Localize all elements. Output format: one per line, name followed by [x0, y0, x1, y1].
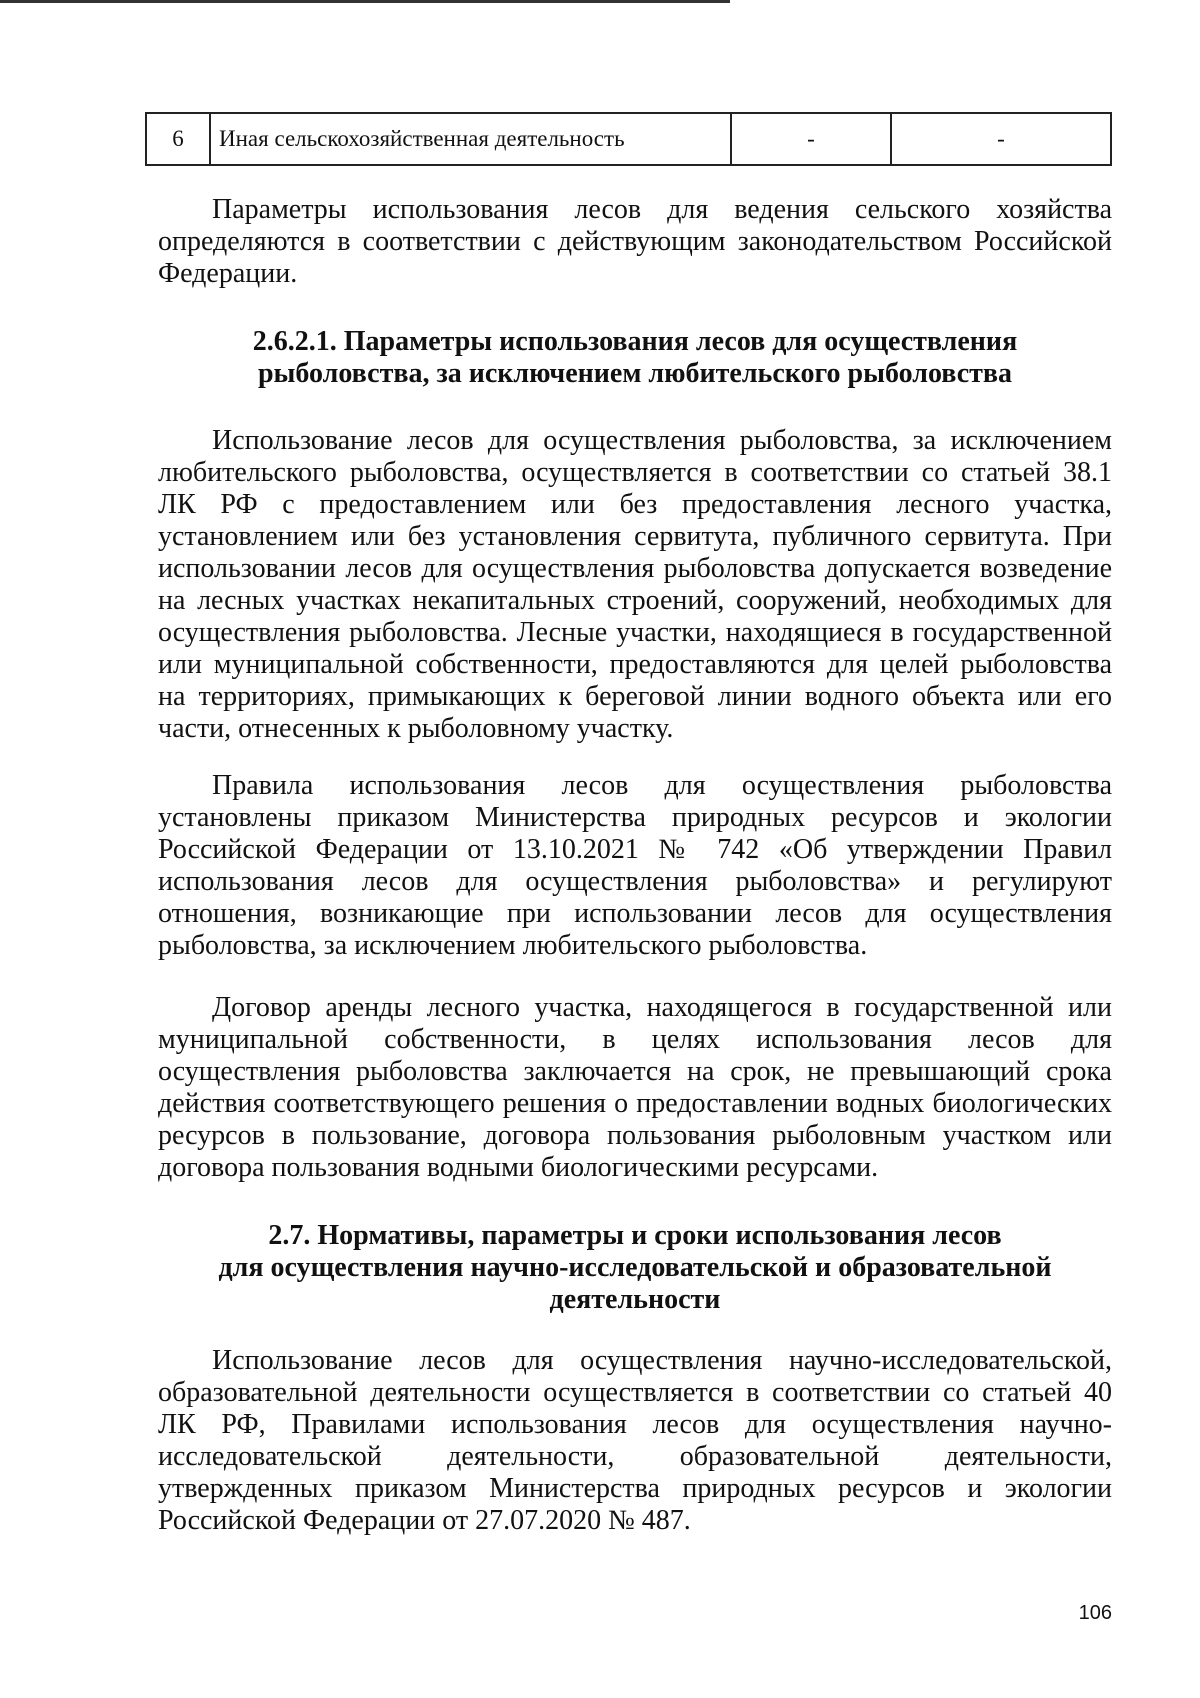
section-heading-2-7 [158, 1220, 1112, 1316]
table-row [146, 113, 1111, 165]
value-cell-2: - [891, 113, 1111, 165]
value-cell-1: - [731, 113, 891, 165]
page-number: 106 [1078, 1602, 1112, 1624]
heading-line: деятельности [549, 1284, 721, 1315]
heading-line: рыболовства, за исключением любительского рыболовства [257, 358, 1013, 389]
section-heading-2-6-2-1 [158, 326, 1112, 390]
paragraph-fishing-usage: Использование лесов для осуществления рыболовства, за исключением любительского рыболовства, осуществляется в соответствии со статьей 38.1 ЛК РФ с предоставлением или без предоставления лесного участка, установлением или без установления сервитута, публичного сервитута. При использовании лесов для осуществления рыболовства допускается возведение на лесных участках некапитальных строений, сооружений, необходимых для осуществления рыболовства. Лесные участки, находящиеся в государственной или муниципальной собственности, предоставляются для целей рыболовства на территориях, примыкающих к береговой линии водного объекта или его части, отнесенных к рыболовному участку. [158, 425, 1112, 744]
activity-name-cell: Иная сельскохозяйственная деятельность [210, 113, 731, 165]
paragraph-lease-agreement: Договор аренды лесного участка, находящегося в государственной или муниципальной собственности, в целях использования лесов для осуществления рыболовства заключается на срок, не превышающий срока действия соответствующего решения о предоставлении водных биологических ресурсов в пользование, договора пользования рыболовным участком или договора пользования водными биологическими ресурсами. [158, 992, 1112, 1183]
heading-line: 2.7. Нормативы, параметры и сроки использования лесов [268, 1220, 1002, 1251]
heading-line: для осуществления научно-исследовательской и образовательной [218, 1252, 1052, 1283]
activity-table [145, 112, 1112, 166]
paragraph-agriculture-params: Параметры использования лесов для ведения сельского хозяйства определяются в соответствии с действующим законодательством Российской Федерации. [158, 194, 1112, 289]
paragraph-fishing-rules: Правила использования лесов для осуществления рыболовства установлены приказом Министерства природных ресурсов и экологии Российской Федерации от 13.10.2021 № 742 «Об утверждении Правил использования лесов для осуществления рыболовства» и регулируют отношения, возникающие при использовании лесов для осуществления рыболовства, за исключением любительского рыболовства. [158, 770, 1112, 961]
scan-edge-line [0, 0, 730, 3]
row-number-cell: 6 [146, 113, 210, 165]
paragraph-research-usage: Использование лесов для осуществления научно-исследовательской, образовательной деятельности осуществляется в соответствии со статьей 40 ЛК РФ, Правилами использования лесов для осуществления научно-исследовательской деятельности, образовательной деятельности, утвержденных приказом Министерства природных ресурсов и экологии Российской Федерации от 27.07.2020 № 487. [158, 1345, 1112, 1536]
heading-line: 2.6.2.1. Параметры использования лесов для осуществления [252, 326, 1018, 357]
